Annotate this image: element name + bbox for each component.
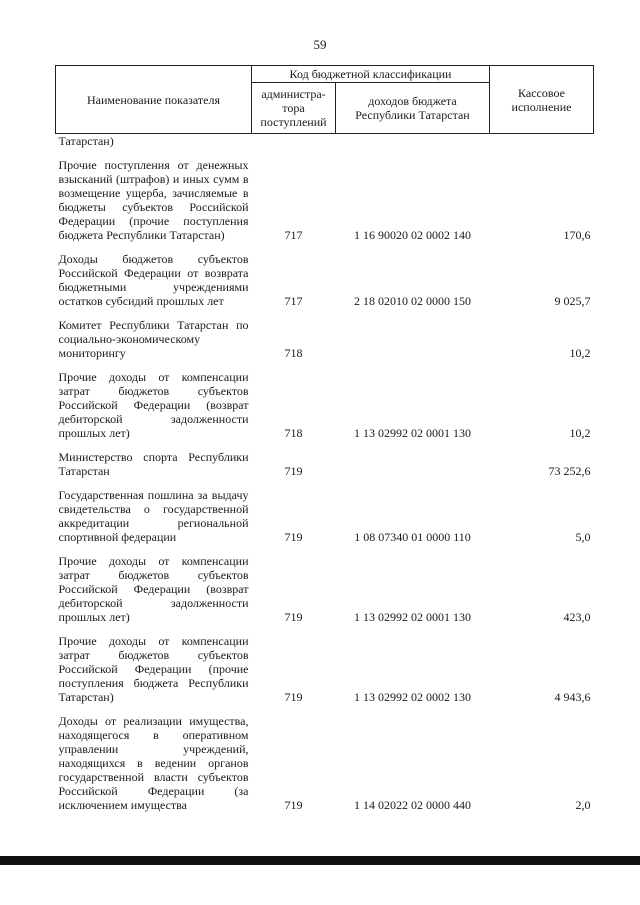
- header-revenue-code: доходов бюджета Республики Татарстан: [336, 83, 490, 134]
- row-indicator-name: Министерство спорта Республики Татарстан: [58, 450, 249, 478]
- row-revenue-code: 1 13 02992 02 0002 130: [354, 690, 471, 704]
- table-row: [56, 544, 594, 624]
- row-administrator-code: 719: [284, 530, 303, 544]
- table-row: [56, 360, 594, 440]
- row-administrator-code: 718: [284, 346, 303, 360]
- row-revenue-code: 1 13 02992 02 0001 130: [354, 426, 471, 440]
- row-revenue-code: 1 08 07340 01 0000 110: [354, 530, 471, 544]
- row-indicator-name: Доходы от реализации имущества, находящегося в оперативном управлении учреждений, находящихся в ведении органов государственной власти субъектов Российской Федерации (за исключением имущества: [58, 714, 249, 812]
- row-revenue-code: [336, 134, 490, 149]
- row-indicator-name: Прочие доходы от компенсации затрат бюджетов субъектов Российской Федерации (прочие поступления бюджета Республики Татарстан): [58, 634, 249, 704]
- row-cash-execution: 423,0: [563, 610, 591, 624]
- row-cash-execution: 170,6: [563, 228, 591, 242]
- header-classification-code: Код бюджетной классификации: [252, 66, 490, 83]
- row-administrator-code: 719: [284, 464, 303, 478]
- scan-edge-bar: [0, 856, 640, 865]
- row-revenue-code: 2 18 02010 02 0000 150: [354, 294, 471, 308]
- row-indicator-name: Прочие доходы от компенсации затрат бюджетов субъектов Российской Федерации (возврат дебиторской задолженности прошлых лет): [58, 370, 249, 440]
- table-body: [56, 134, 594, 813]
- header-cash-execution: Кассовое исполнение: [490, 66, 594, 134]
- row-indicator-name: Доходы бюджетов субъектов Российской Федерации от возврата бюджетными учреждениями остатков субсидий прошлых лет: [58, 252, 249, 308]
- row-revenue-code: 1 14 02022 02 0000 440: [354, 798, 471, 812]
- row-administrator-code: 719: [284, 690, 303, 704]
- header-indicator-name: Наименование показателя: [56, 66, 252, 134]
- page-number: 59: [313, 37, 327, 52]
- row-indicator-name: Комитет Республики Татарстан по социально-экономическому мониторингу: [58, 318, 249, 360]
- row-cash-execution: 73 252,6: [548, 464, 591, 478]
- table-row: [56, 704, 594, 812]
- row-cash-execution: 10,2: [569, 426, 591, 440]
- table-row: [56, 242, 594, 308]
- table-header: [56, 66, 594, 134]
- row-revenue-code: [336, 440, 490, 478]
- row-cash-execution: 10,2: [569, 346, 591, 360]
- table-row: [56, 134, 594, 149]
- table-row: [56, 624, 594, 704]
- table-row: [56, 440, 594, 478]
- row-cash-execution: 9 025,7: [554, 294, 591, 308]
- budget-revenue-table: [55, 65, 594, 812]
- row-indicator-name: Государственная пошлина за выдачу свидетельства о государственной аккредитации региональной спортивной федерации: [58, 488, 249, 544]
- row-administrator-code: [252, 134, 336, 149]
- table-row: [56, 478, 594, 544]
- row-cash-execution: 4 943,6: [554, 690, 591, 704]
- row-indicator-name: Прочие поступления от денежных взысканий (штрафов) и иных сумм в возмещение ущерба, зачисляемые в бюджеты субъектов Российской Федерации (прочие поступления бюджета Республики Татарстан): [58, 158, 249, 242]
- row-revenue-code: 1 16 90020 02 0002 140: [354, 228, 471, 242]
- row-administrator-code: 718: [284, 426, 303, 440]
- row-cash-execution: 2,0: [575, 798, 591, 812]
- header-administrator: администра-тора поступлений: [252, 83, 336, 134]
- row-cash-execution: [490, 134, 594, 149]
- row-indicator-name: Татарстан): [58, 134, 114, 148]
- row-cash-execution: 5,0: [575, 530, 591, 544]
- row-administrator-code: 717: [284, 294, 303, 308]
- row-revenue-code: 1 13 02992 02 0001 130: [354, 610, 471, 624]
- row-administrator-code: 719: [284, 610, 303, 624]
- table-row: [56, 148, 594, 242]
- row-indicator-name: Прочие доходы от компенсации затрат бюджетов субъектов Российской Федерации (возврат дебиторской задолженности прошлых лет): [58, 554, 249, 624]
- table-row: [56, 308, 594, 360]
- row-administrator-code: 717: [284, 228, 303, 242]
- row-administrator-code: 719: [284, 798, 303, 812]
- row-revenue-code: [336, 308, 490, 360]
